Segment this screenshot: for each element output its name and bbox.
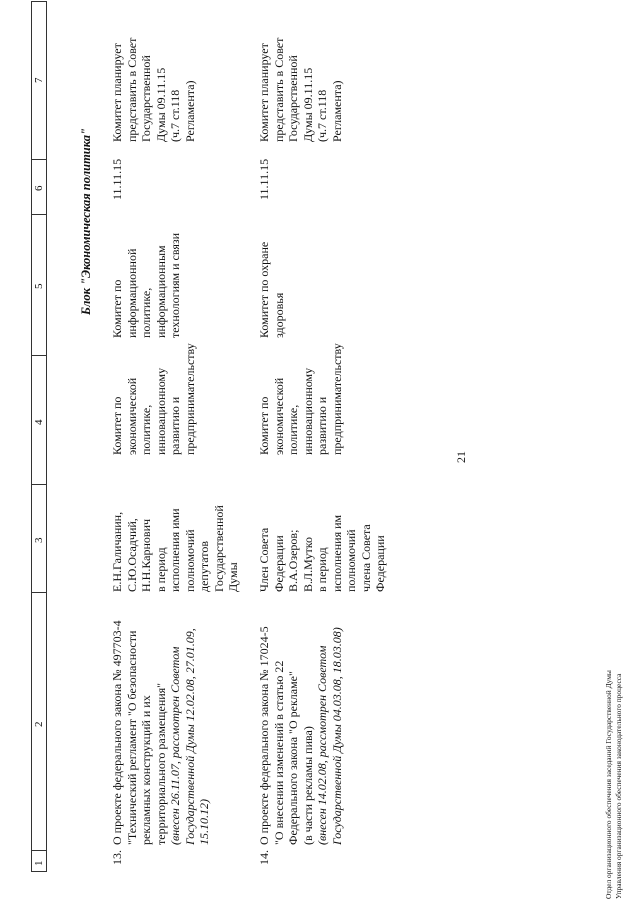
col-number-5: 5 (33, 283, 45, 289)
review-date: 11.11.15 (110, 158, 124, 200)
bill-authors: Е.Н.Галичанин, С.Ю.Осадчий, Н.Н.Карнович в период исполнения ими полномочий депутатов Государственной Думы (110, 505, 240, 592)
row-number: 14. (257, 850, 271, 865)
bill-title: О проекте федерального закона № 497703-4 "Технический регламент "О безопасности рекламных конструкций и их территориального размещения" (внесен 26.11.07, рассмотрен Советом Государственной Думы 12.02.08, 27.01.09, 15.10.12) (110, 620, 211, 845)
review-date: 11.11.15 (257, 158, 271, 200)
committee-plan: Комитет планирует представить в Совет Государственной Думы 09.11.15 (ч.7 ст.118 Регламента) (110, 37, 197, 142)
col-number-2: 2 (33, 721, 45, 727)
footer-line-1: Отдел организационного обеспечения заседаний Государственной Думы (604, 670, 613, 899)
col-number-6: 6 (33, 185, 45, 191)
bill-authors: Член Совета Федерации В.А.Озеров; В.Л.Мутко в период исполнения им полномочий члена Совета Федерации (257, 514, 387, 592)
col-number-4: 4 (33, 419, 45, 425)
co-committee: Комитет по охране здоровья (257, 241, 286, 338)
bill-title: О проекте федерального закона № 17024-5 "О внесении изменений в статью 22 Федерального закона "О рекламе" (в части рекламы пива) (внесен 14.02.08, рассмотрен Советом Государственной Думы 04.03.08, 18.03.08) (257, 626, 344, 845)
col-number-3: 3 (33, 537, 45, 543)
column-number-header (31, 0, 47, 905)
footer-line-2: Управления организационного обеспечения законодательного процесса (614, 673, 623, 899)
page-number: 21 (454, 451, 468, 463)
col-number-1: 1 (33, 860, 45, 866)
responsible-committee: Комитет по экономической политике, инновационному развитию и предпринимательству (257, 343, 344, 455)
row-number: 13. (110, 850, 124, 865)
col-number-7: 7 (33, 77, 45, 83)
block-title: Блок "Экономическая политика" (79, 128, 93, 315)
co-committee: Комитет по информационной политике, информационным технологиям и связи (110, 232, 182, 338)
committee-plan: Комитет планирует представить в Совет Государственной Думы 09.11.15 (ч.7 ст.118 Регламента) (257, 37, 344, 142)
footer (604, 670, 624, 899)
responsible-committee: Комитет по экономической политике, инновационному развитию и предпринимательству (110, 343, 197, 455)
